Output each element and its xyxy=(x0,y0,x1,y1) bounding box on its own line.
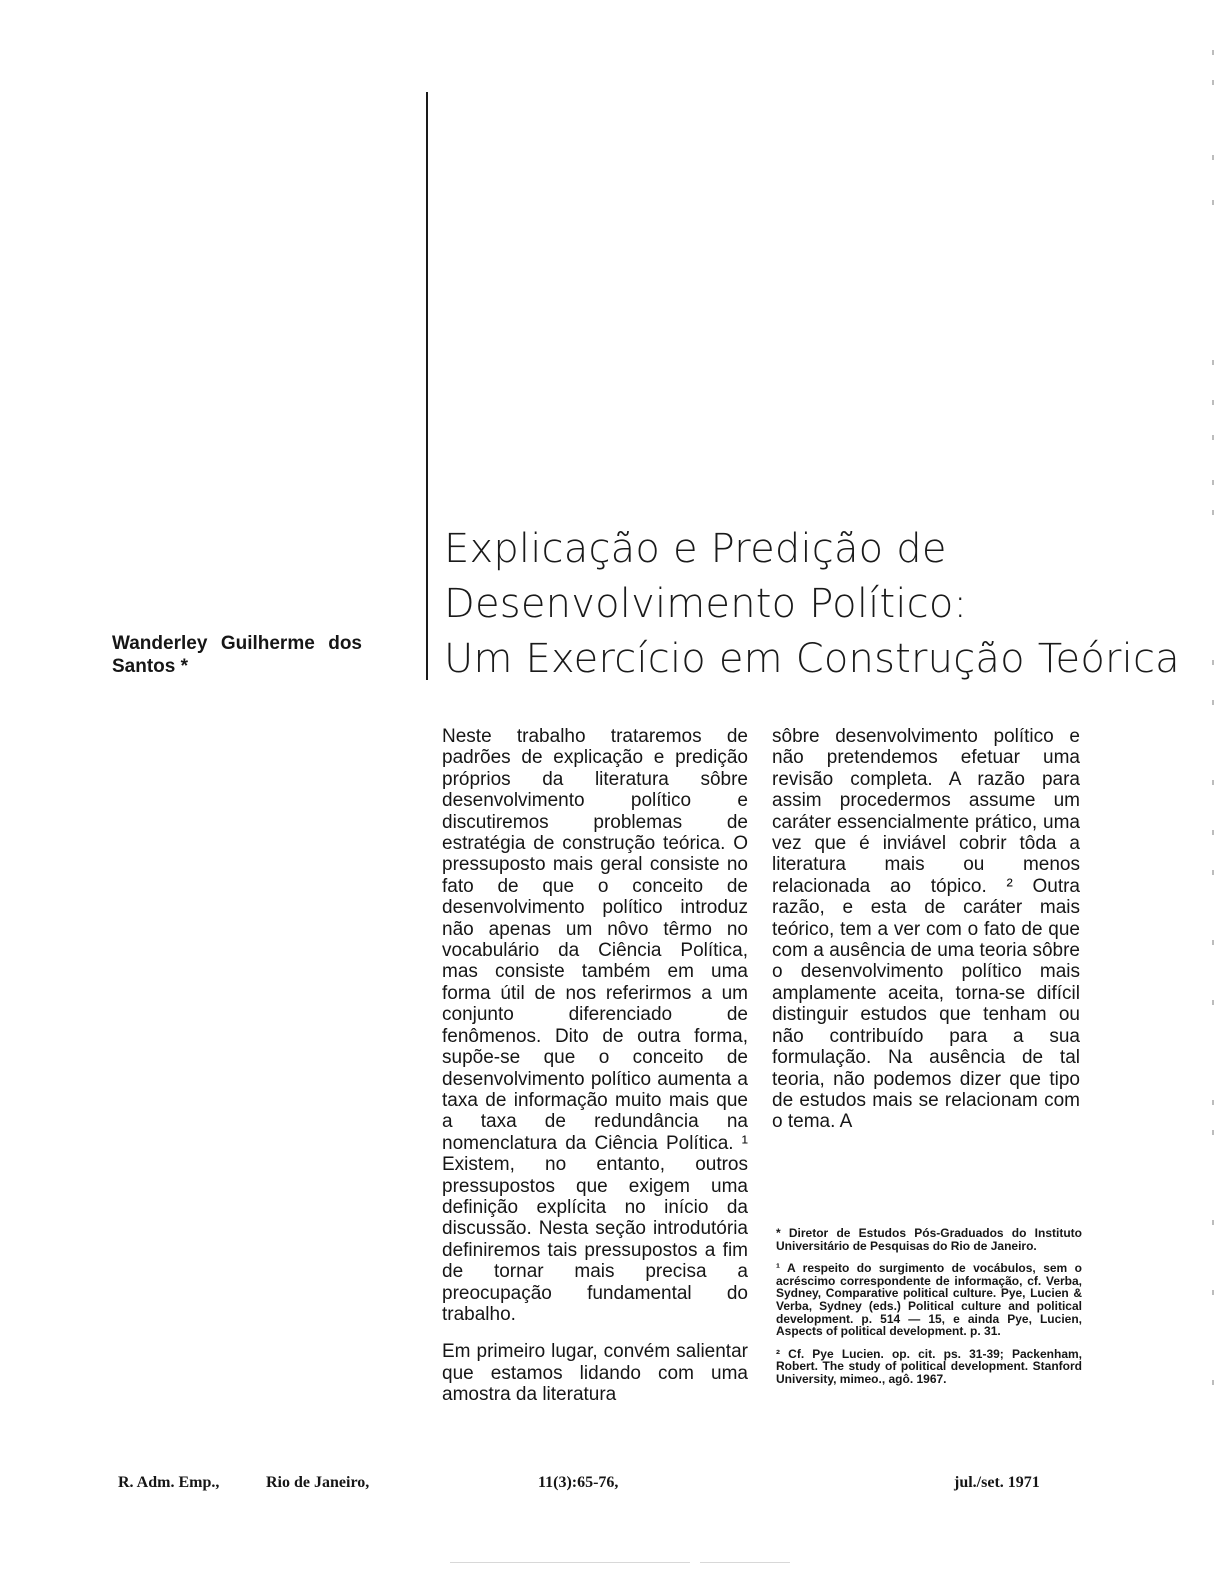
author-name: Wanderley Guilherme dos Santos * xyxy=(112,633,362,677)
footer-city: Rio de Janeiro, xyxy=(266,1474,370,1491)
body-paragraph: sôbre desenvolvimento político e não pretendemos efetuar uma revisão completa. A razão para assim procedermos assume um caráter essencialmente prático, uma vez que é inviável cobrir tôda a literatura mais ou menos relacionada ao tópico. ² Outra razão, e esta de caráter mais teórico, tem a ver com o fato de que com a ausência de uma teoria sôbre o desenvolvimento político mais amplamente aceita, torna-se difícil distinguir estudos que tenham ou não contribuído para a sua formulação. Na ausência de tal teoria, não podemos dizer que tipo de estudos mais se relacionam com o tema. A xyxy=(772,726,1080,1133)
footnote-1: ¹ A respeito do surgimento de vocábulos, sem o acréscimo correspondente de informação, cf. Verba, Sydney, Comparative political culture. Pye, Lucien & Verba, Sydney (eds.) Political culture and political development. p. 514 — 15, e ainda Pye, Lucien, Aspects of political development. p. 31. xyxy=(776,1261,1082,1339)
article-title xyxy=(444,522,1180,687)
footer-journal: R. Adm. Emp., xyxy=(118,1474,220,1491)
scan-edge-marks xyxy=(1210,40,1214,1440)
footer-date: jul./set. 1971 xyxy=(954,1474,1040,1491)
footnotes xyxy=(776,1227,1082,1396)
body-column-left xyxy=(442,726,748,1422)
footer-issue: 11(3):65-76, xyxy=(538,1474,619,1491)
title-line-1: Explicação e Predição de xyxy=(444,526,947,572)
scan-bottom-line xyxy=(450,1562,690,1563)
vertical-rule xyxy=(426,92,428,680)
title-line-2: Desenvolvimento Político: xyxy=(444,581,968,627)
footnote-author-affiliation: * Diretor de Estudos Pós-Graduados do Instituto Universitário de Pesquisas do Rio de Janeiro. xyxy=(776,1226,1082,1253)
scan-bottom-line xyxy=(700,1562,790,1563)
title-line-3: Um Exercício em Construção Teórica xyxy=(444,636,1180,682)
footnote-2: ² Cf. Pye Lucien. op. cit. ps. 31-39; Packenham, Robert. The study of political development. Stanford University, mimeo., agô. 1967. xyxy=(776,1346,1082,1386)
body-column-right xyxy=(772,726,1080,1149)
body-paragraph: Em primeiro lugar, convém salientar que estamos lidando com uma amostra da literatura xyxy=(442,1341,748,1406)
body-paragraph: Neste trabalho trataremos de padrões de explicação e predição próprios da literatura sôbre desenvolvimento político e discutiremos problemas de estratégia de construção teórica. O pressuposto mais geral consiste no fato de que o conceito de desenvolvimento político introduz não apenas um nôvo têrmo no vocabulário da Ciência Política, mas consiste também em uma forma útil de nos referirmos a um conjunto diferenciado de fenômenos. Dito de outra forma, supõe-se que o conceito de desenvolvimento político aumenta a taxa de informação muito mais que a taxa de redundância na nomenclatura da Ciência Política. ¹ Existem, no entanto, outros pressupostos que exigem uma definição explícita no início da discussão. Nesta seção introdutória definiremos tais pressupostos a fim de tornar mais precisa a preocupação fundamental do trabalho. xyxy=(442,726,748,1325)
